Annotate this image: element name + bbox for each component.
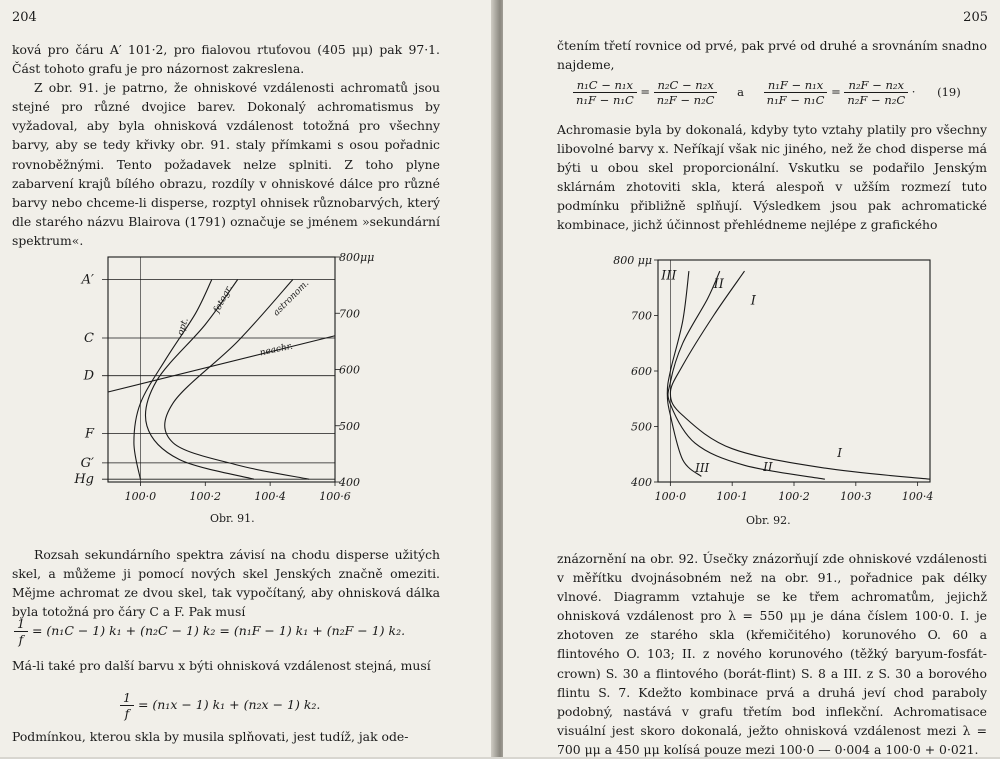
right-text-bottom bbox=[557, 549, 987, 759]
x-tick-label: 100·2 bbox=[189, 490, 222, 503]
x-tick-label: 100·3 bbox=[840, 490, 872, 503]
left-text-mid bbox=[12, 656, 440, 675]
paragraph: Z obr. 91. je patrno, že ohniskové vzdálenosti achromatů jsou stejné pro různé dvojice barev. Dokonalý achromatismus by vyžadoval, aby byla ohnisková vzdálenost totožná pro všechny barvy, aby se tedy křivky obr. 91. staly přímkami s osou pořadnic rovnoběžnými. Tento požadavek nelze splniti. Z toho plyne zabarvení krajů bílého obrazu, rozdíly v ohniskové dálce pro různé barvy nebo chceme-li disperse, rozptyl ohnisek různobarvých, který dle starého názvu Blairova (1791) označuje se jménem »sekundární spektrum«. bbox=[12, 80, 440, 248]
spectral-line-label: F bbox=[84, 426, 94, 442]
page-number: 204 bbox=[12, 10, 37, 25]
spectral-line-label: A′ bbox=[81, 272, 94, 288]
equation-19: $\frac{\text{n₁C − n₁x}}{\text{n₁F − n₁C}}$ = $\frac{\text{n₂C − n₂x}}{\text{n₂F − n₂C}}$ a $\frac{\text{n₁F − n₁x}}{\text{n₁F − n₁C}}$ = $\frac{\text{n₂F − n₂x}}{\text{n₂F − n₂C}}$ · (19) bbox=[573, 78, 961, 107]
x-tick-label: 100·4 bbox=[901, 490, 934, 503]
series-label: opt. bbox=[175, 316, 191, 337]
figure-92-chart bbox=[613, 248, 948, 503]
x-tick-label: 100·1 bbox=[716, 490, 748, 503]
paragraph: Rozsah sekundárního spektra závisí na chodu disperse užitých skel, a můžeme ji pomocí nových skel Jenských značně omeziti. Mějme achromat ze dvou skel, tak vypočítaný, aby ohnisková dálka byla totožná pro čáry C a F. Pak musí bbox=[12, 547, 440, 620]
series-label: III bbox=[661, 268, 677, 284]
figure-caption: Obr. 92. bbox=[746, 514, 791, 527]
series-label: astronom. bbox=[271, 278, 312, 319]
spectral-line-label: Hg bbox=[74, 472, 94, 488]
x-tick-label: 100·6 bbox=[319, 490, 351, 503]
right-text-mid bbox=[557, 120, 987, 235]
y-tick-label: 800 μμ bbox=[613, 254, 652, 267]
x-tick-label: 100·2 bbox=[778, 490, 810, 503]
paragraph: Achromasie byla by dokonalá, kdyby tyto vztahy platily pro všechny libovolné barvy x. Neříkají však nic jiného, než že chod disperse má býti u obou skel proporcionální. Vskutku se podařilo Jenským sklárnám zhotoviti skla, která alespoň v užším rozmezí tuto podmínku přibližně splňují. Výsledkem jsou pak achromatické kombinace, jichž účinnost přehlédneme nejlépe z grafického bbox=[557, 122, 987, 233]
y-tick-label: 400 bbox=[339, 476, 360, 489]
left-page bbox=[0, 0, 497, 757]
y-tick-label: 600 bbox=[339, 363, 360, 377]
series-label: fotogr. bbox=[212, 283, 235, 315]
paragraph: znázornění na obr. 92. Úsečky znázorňují zde ohniskové vzdálenosti v měřítku dvojnásobném než na obr. 91., pořadnice pak délky vlnové. Diagramm vztahuje se ke třem achromatům, jejichž ohnisková vzdálenost pro λ = 550 μμ je dána číslem 100·0. I. je zhotoven ze starého skla (křemičitého) korunového O. 60 a flintového O. 103; II. z nového korunového (těžký baryum-fosfát-crown) S. 30 a flintového (borát-flint) S. 8 a III. z S. 30 a borového flintu S. 7. Kdežto kombinace prvá a druhá jeví chod paraboly podobný, nastává v grafu třetím bod inflekční. Achromatisace visuální jest skoro dokonalá, ježto ohnisková vzdálenost mezi λ = 700 μμ a 450 μμ kolísá pouze mezi 100·0 — 0·004 a 100·0 + 0·021. bbox=[557, 551, 987, 757]
series-line bbox=[134, 280, 212, 480]
spectral-line-label: D bbox=[83, 368, 94, 384]
y-tick-label: 800μμ bbox=[339, 251, 375, 264]
formula-2: $\frac{1}{f}$ = (n₁x − 1) k₁ + (n₂x − 1) k₂. bbox=[120, 690, 320, 721]
y-tick-label: 500 bbox=[631, 420, 652, 434]
series-line bbox=[145, 280, 253, 480]
series-label: II bbox=[713, 276, 724, 292]
series-line bbox=[668, 271, 825, 479]
x-tick-label: 100·0 bbox=[654, 490, 687, 503]
left-text-top bbox=[12, 40, 440, 250]
series-label: I bbox=[750, 293, 756, 309]
paragraph: Podmínkou, kterou skla by musila splňovati, jest tudíž, jak ode- bbox=[12, 729, 409, 744]
figure-91-chart bbox=[70, 245, 380, 510]
spectral-line-label: C bbox=[84, 331, 94, 346]
series-label: I bbox=[837, 446, 843, 461]
series-line bbox=[108, 336, 335, 392]
series-label: III bbox=[695, 461, 710, 476]
y-tick-label: 700 bbox=[339, 307, 360, 321]
paragraph: čtením třetí rovnice od prvé, pak prvé od druhé a srovnáním snadno najdeme, bbox=[557, 38, 987, 73]
page-number: 205 bbox=[963, 10, 988, 25]
left-text-end bbox=[12, 727, 440, 746]
spectral-line-label: G′ bbox=[80, 455, 94, 471]
y-tick-label: 600 bbox=[631, 365, 652, 378]
paragraph: ková pro čáru A′ 101·2, pro fialovou rtuťovou (405 μμ) pak 97·1. Část tohoto grafu je pro názornost zakreslena. bbox=[12, 42, 440, 77]
formula-1: $\frac{1}{f}$ = (n₁C − 1) k₁ + (n₂C − 1) k₂ = (n₁F − 1) k₁ + (n₂F − 1) k₂. bbox=[14, 616, 405, 647]
fraction: $\frac{1}{f}$ bbox=[120, 690, 134, 721]
figure-caption: Obr. 91. bbox=[210, 512, 255, 525]
fraction: $\frac{1}{f}$ bbox=[14, 616, 28, 647]
series-label: neachr. bbox=[258, 341, 294, 359]
series-line bbox=[670, 271, 930, 479]
left-text-bottom bbox=[12, 545, 440, 621]
y-tick-label: 500 bbox=[339, 419, 360, 433]
series-label: II bbox=[763, 459, 773, 474]
plot-frame bbox=[658, 260, 930, 482]
right-page bbox=[503, 0, 1000, 757]
y-tick-label: 700 bbox=[631, 309, 652, 323]
x-tick-label: 100·0 bbox=[124, 490, 157, 503]
x-tick-label: 100·4 bbox=[254, 490, 286, 503]
right-text-top bbox=[557, 36, 987, 74]
paragraph: Má-li také pro další barvu x býti ohnisková vzdálenost stejná, musí bbox=[12, 658, 431, 673]
y-tick-label: 400 bbox=[631, 476, 652, 489]
